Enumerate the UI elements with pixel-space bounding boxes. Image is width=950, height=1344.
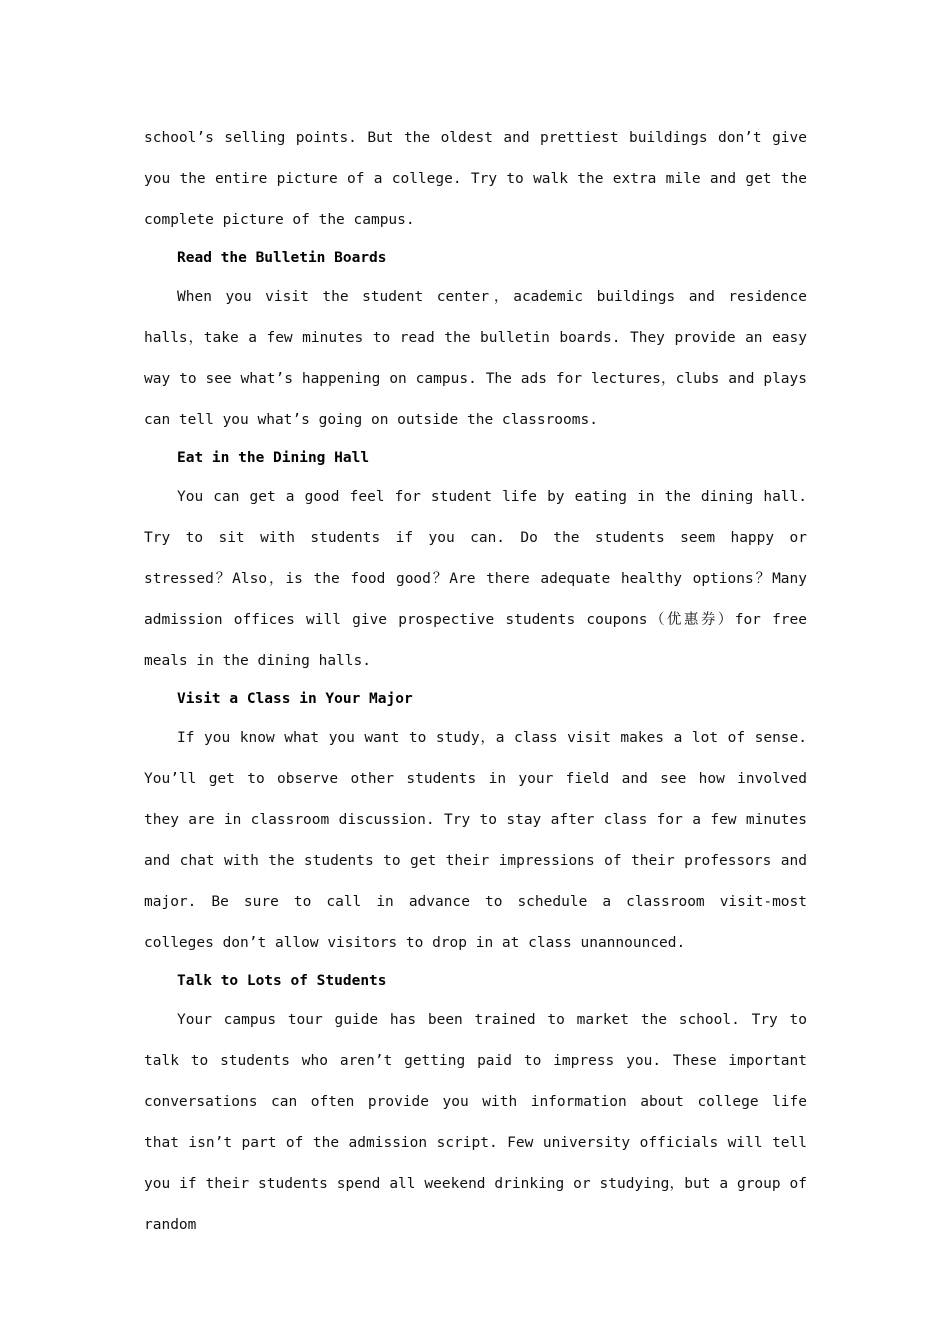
section-heading-bulletin-boards: Read the Bulletin Boards [177,250,387,266]
section-heading-talk-students: Talk to Lots of Students [177,973,387,989]
section-body-dining-hall: You can get a good feel for student life by eating in the dining hall. Try to sit with students if you can. Do the students seem happy or stressed？Also，is the food good？Are there adequate healthy options？Many admission offices will give prospective students coupons（优惠券）for free meals in the dining halls. [144,489,807,669]
section-heading-dining-hall: Eat in the Dining Hall [177,450,370,466]
section-body-talk-students: Your campus tour guide has been trained to market the school. Try to talk to students who aren’t getting paid to impress you. These important conversations can often provide you with information about college life that isn’t part of the admission script. Few university officials will tell you if their students spend all weekend drinking or studying，but a group of random [144,1012,807,1233]
document-page [144,118,807,1246]
intro-paragraph: school’s selling points. But the oldest and prettiest buildings don’t give you the entire picture of a college. Try to walk the extra mile and get the complete picture of the campus. [144,130,807,228]
section-body-visit-class: If you know what you want to study，a class visit makes a lot of sense. You’ll get to observe other students in your field and see how involved they are in classroom discussion. Try to stay after class for a few minutes and chat with the students to get their impressions of their professors and major. Be sure to call in advance to schedule a classroom visit-most colleges don’t allow visitors to drop in at class unannounced. [144,730,807,951]
section-body-bulletin-boards: When you visit the student center，academic buildings and residence halls，take a few minutes to read the bulletin boards. They provide an easy way to see what’s happening on campus. The ads for lectures，clubs and plays can tell you what’s going on outside the classrooms. [144,289,807,428]
section-heading-visit-class: Visit a Class in Your Major [177,691,413,707]
